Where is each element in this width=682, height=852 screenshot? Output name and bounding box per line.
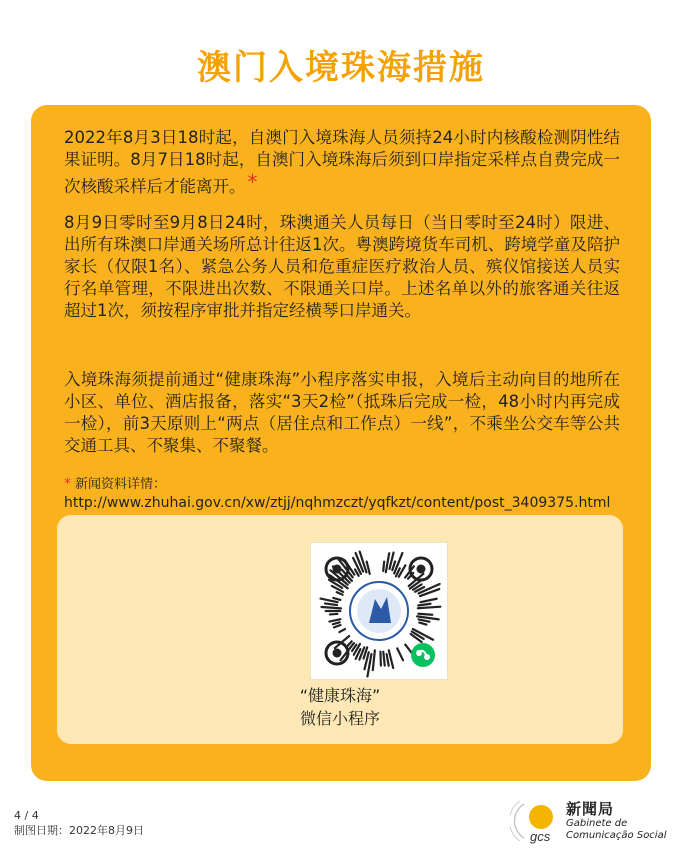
source-label: 新闻资料详情： xyxy=(75,477,167,492)
source-star-mark: * xyxy=(64,476,71,492)
note-star-mark: * xyxy=(247,170,258,194)
paragraph-health-declaration: 入境珠海须提前通过“健康珠海”小程序落实申报，入境后主动向目的地所在小区、单位、酒店报备，落实“3天2检”（抵珠后完成一检，48小时内再完成一检），前3天原则上“两点（居住点和工作点）一线”，不乘坐公交车等公共交通工具、不聚集、不聚餐。 xyxy=(64,370,620,455)
qr-code-icon[interactable] xyxy=(310,542,448,680)
gcs-logo xyxy=(510,798,675,844)
paragraph-entry-testing: 2022年8月3日18时起，自澳门入境珠海人员须持24小时内核酸检测阴性结果证明。8月7日18时起，自澳门入境珠海后须到口岸指定采样点自费完成一次核酸采样后才能离开。 * xyxy=(64,128,620,196)
gcs-logo-text: 新聞局 Gabinete de Comunicação Social xyxy=(566,800,667,841)
source-reference xyxy=(64,475,634,513)
chart-date: 制图日期：2022年8月9日 xyxy=(14,824,144,837)
qr-panel xyxy=(57,515,623,744)
footer-info xyxy=(14,808,144,838)
qr-caption-name: “健康珠海” xyxy=(299,686,381,705)
gcs-logo-icon xyxy=(510,798,566,844)
info-card xyxy=(31,105,651,781)
page-indicator: 4 / 4 xyxy=(14,809,39,822)
page-title: 澳门入境珠海措施 xyxy=(197,48,485,88)
source-link[interactable]: http://www.zhuhai.gov.cn/xw/ztjj/nqhmzczt/yqfkzt/content/post_3409375.html xyxy=(64,495,611,511)
svg-text:gcs: gcs xyxy=(530,829,551,844)
qr-caption-type: 微信小程序 xyxy=(299,709,380,728)
paragraph-crossing-limit: 8月9日零时至9月8日24时，珠澳通关人员每日（当日零时至24时）限进、出所有珠澳口岸通关场所总计往返1次。粤澳跨境货车司机、跨境学童及陪护家长（仅限1名）、紧急公务人员和危重症医疗救治人员、殡仪馆接送人员实行名单管理，不限进出次数、不限通关口岸。上述名单以外的旅客通关往返超过1次，须按程序审批并指定经横琴口岸通关。 xyxy=(64,213,620,320)
qr-code-image xyxy=(311,543,447,679)
